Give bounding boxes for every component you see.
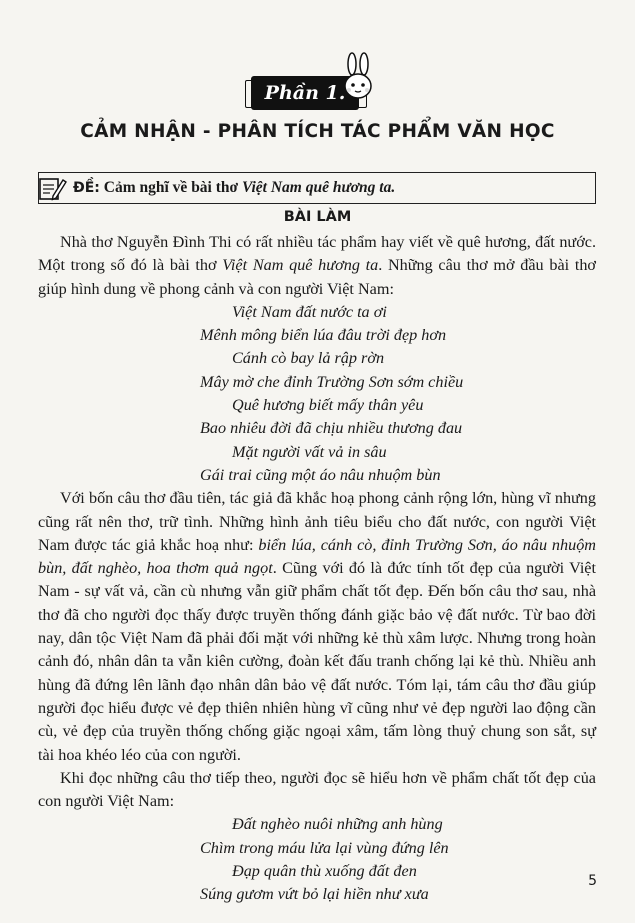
exercise-prompt-start: Cảm nghĩ về bài thơ — [103, 179, 239, 196]
exercise-box — [38, 172, 596, 204]
section-title: CẢM NHẬN - PHÂN TÍCH TÁC PHẨM VĂN HỌC — [80, 121, 555, 142]
intro-paragraph — [38, 231, 596, 301]
poem-stanza-2 — [38, 813, 596, 906]
poem-line: Chìm trong máu lửa lại vùng đứng lên — [200, 838, 449, 857]
poem-line: Cánh cò bay lả rập rờn — [232, 349, 385, 368]
poem-line: Việt Nam đất nước ta ơi — [232, 302, 387, 321]
poem-line: Đạp quân thù xuống đất đen — [232, 862, 417, 881]
exercise-prompt — [73, 179, 395, 197]
exercise-poem-title: Việt Nam quê hương ta. — [241, 179, 396, 196]
intro-poem-title: Việt Nam quê hương ta — [222, 256, 379, 275]
poem-line: Mênh mông biển lúa đâu trời đẹp hơn — [200, 326, 447, 345]
intro-text-2: . Những câu thơ mở đầu bài thơ giúp hình dung về phong cảnh và con người Việt Nam: — [38, 256, 596, 298]
analysis-images: biển lúa, cánh cò, đỉnh Trường Sơn, áo nâu nhuộm bùn, đất nghèo, hoa thơm quả ngọt — [38, 535, 596, 578]
exercise-label: ĐỀ: — [73, 180, 100, 196]
poem-line: Súng gươm vứt bỏ lại hiền như xưa — [200, 885, 429, 904]
intro-text-1: Nhà thơ Nguyễn Đình Thi có rất nhiều tác phẩm hay viết về quê hương, đất nước. Một trong số đó là bài thơ — [38, 233, 596, 275]
essay-body — [38, 231, 596, 907]
answer-heading: BÀI LÀM — [283, 209, 352, 225]
poem-line: Quê hương biết mấy thân yêu — [232, 396, 424, 415]
page-number: 5 — [588, 873, 597, 889]
part-label: Phần 1. — [264, 82, 346, 104]
bunny-mascot-icon — [340, 52, 376, 104]
poem-line: Bao nhiêu đời đã chịu nhiều thương đau — [200, 419, 463, 438]
pencil-note-icon — [37, 174, 67, 202]
analysis-text-1: Với bốn câu thơ đầu tiên, tác giả đã khắc hoạ phong cảnh rộng lớn, hùng vĩ nhưng cũng rất nên thơ, trữ tình. Những hình ảnh tiêu biểu cho đất nước, con người Việt Nam được tác giả khắc hoạ như: — [38, 489, 596, 554]
transition-paragraph: Khi đọc những câu thơ tiếp theo, người đọc sẽ hiểu hơn về phẩm chất tốt đẹp của con người Việt Nam: — [38, 768, 596, 811]
poem-line: Đất nghèo nuôi những anh hùng — [232, 815, 443, 834]
analysis-paragraph — [38, 487, 596, 767]
analysis-text-2: . Cũng với đó là đức tính tốt đẹp của người Việt Nam - sự vất vả, cần cù nhưng vẫn giữ phẩm chất tốt đẹp. Đến bốn câu thơ sau, nhà thơ đã cho người đọc thấy được truyền thống đánh giặc bảo vệ đất nước. Từ bao đời nay, dân tộc Việt Nam đã phải đối mặt với những kẻ thù xâm lược. Nhưng trong hoàn cảnh đó, nhân dân ta vẫn kiên cường, đoàn kết đấu tranh chống lại kẻ thù. Nhiều anh hùng đã đứng lên lãnh đạo nhân dân bảo vệ đất nước. Tóm lại, tám câu thơ đầu giúp người đọc hiểu được vẻ đẹp thiên nhiên hùng vĩ cũng như vẻ đẹp người lao động cần cù, vẻ đẹp của truyền thống chống giặc ngoại xâm, tấm lòng thuỷ chung son sắt, sự tài hoa khéo léo của con người. — [38, 559, 596, 764]
poem-line: Gái trai cũng một áo nâu nhuộm bùn — [200, 465, 441, 484]
poem-line: Mây mờ che đỉnh Trường Sơn sớm chiều — [200, 372, 464, 391]
poem-stanza-1 — [38, 301, 596, 487]
poem-line: Mặt người vất vả in sâu — [232, 442, 387, 461]
